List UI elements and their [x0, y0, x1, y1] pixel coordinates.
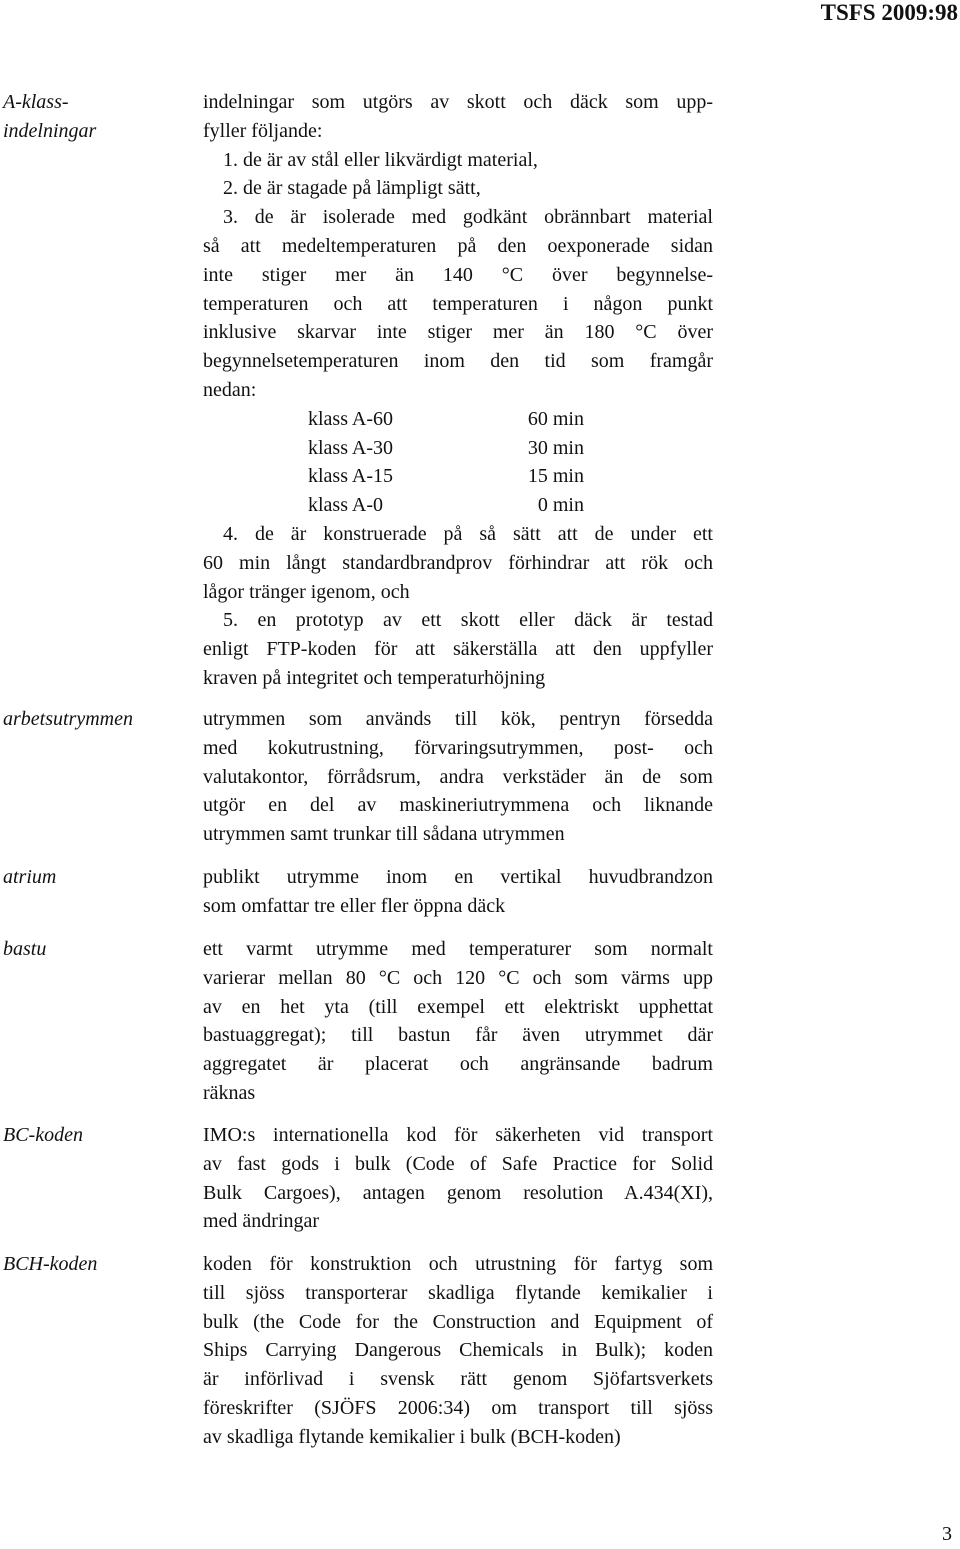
text-line: bastuaggregat); till bastun får även utrymmet där	[203, 1024, 713, 1047]
text-line: aggregatet är placerat och angränsande badrum	[203, 1053, 713, 1076]
text-line: indelningar som utgörs av skott och däck som upp-	[203, 91, 713, 113]
list-item-5-line: kraven på integritet och temperaturhöjning	[203, 666, 546, 689]
text-line: är införlivad i svensk rätt genom Sjöfartsverkets	[203, 1368, 713, 1391]
list-item-5-line: 5. en prototyp av ett skott eller däck är testad	[223, 609, 713, 632]
text-line: av skadliga flytande kemikalier i bulk (BCH-koden)	[203, 1425, 621, 1448]
class-time-table	[203, 405, 713, 520]
text-line: bulk (the Code for the Construction and Equipment of	[203, 1310, 713, 1333]
list-item-3-line: nedan:	[203, 378, 257, 401]
class-time: 30 min	[527, 436, 584, 459]
definition-a-klass-indelningar	[203, 88, 713, 693]
class-row	[308, 491, 713, 520]
term-arbetsutrymmen: arbetsutrymmen	[3, 708, 133, 730]
term-bch-koden: BCH-koden	[3, 1253, 98, 1275]
list-item-3-line: 3. de är isolerade med godkänt obrännbart material	[223, 206, 713, 229]
text-line: fyller följande:	[203, 119, 323, 142]
class-name: klass A-30	[308, 436, 393, 459]
text-line: utrymmen som används till kök, pentryn försedda	[203, 708, 713, 730]
list-item-3-line: inklusive skarvar inte stiger mer än 180 °C över	[203, 321, 713, 344]
class-row	[308, 462, 713, 491]
text-line: som omfattar tre eller fler öppna däck	[203, 894, 506, 917]
definition-atrium	[203, 863, 713, 921]
class-time: 60 min	[527, 407, 584, 430]
text-line: ett varmt utrymme med temperaturer som normalt	[203, 938, 713, 960]
class-row	[308, 434, 713, 463]
text-line: med ändringar	[203, 1210, 320, 1233]
list-item-5-line: enligt FTP-koden för att säkerställa att den uppfyller	[203, 638, 713, 661]
text-line: Bulk Cargoes), antagen genom resolution A.434(XI),	[203, 1181, 713, 1204]
list-item-4-line: lågor tränger igenom, och	[203, 580, 410, 603]
list-item-3-line: så att medeltemperaturen på den oexponerade sidan	[203, 234, 713, 257]
term-bastu: bastu	[3, 938, 47, 960]
list-item-4-line: 4. de är konstruerade på så sätt att de under ett	[223, 522, 713, 545]
page-number: 3	[942, 1523, 952, 1545]
list-item-3-line: begynnelsetemperaturen inom den tid som framgår	[203, 350, 713, 373]
text-line: koden för konstruktion och utrustning för fartyg som	[203, 1253, 713, 1275]
term-atrium: atrium	[3, 866, 57, 888]
term-line: indelningar	[3, 120, 97, 142]
text-line: räknas	[203, 1081, 256, 1104]
definition-bc-koden	[203, 1121, 713, 1236]
definition-bastu	[203, 935, 713, 1108]
term-a-klass-indelningar	[3, 88, 96, 146]
text-line: IMO:s internationella kod för säkerheten vid transport	[203, 1124, 713, 1146]
list-item-3-line: inte stiger mer än 140 °C över begynnelse-	[203, 263, 713, 286]
text-line: valutakontor, förrådsrum, andra verkstäder än de som	[203, 765, 713, 788]
definition-bch-koden	[203, 1250, 713, 1452]
text-line: av en het yta (till exempel ett elektriskt upphettat	[203, 995, 713, 1018]
class-name: klass A-0	[308, 494, 383, 517]
document-id-header: TSFS 2009:98	[820, 0, 958, 25]
list-item-2: 2. de är stagade på lämpligt sätt,	[223, 177, 481, 200]
term-line: A-klass-	[3, 91, 69, 113]
text-line: föreskrifter (SJÖFS 2006:34) om transport till sjöss	[203, 1396, 713, 1419]
class-name: klass A-15	[308, 465, 393, 488]
term-bc-koden: BC-koden	[3, 1124, 83, 1146]
text-line: utrymmen samt trunkar till sådana utrymmen	[203, 823, 565, 846]
definition-arbetsutrymmen	[203, 705, 713, 849]
text-line: med kokutrustning, förvaringsutrymmen, post- och	[203, 736, 713, 759]
list-item-1: 1. de är av stål eller likvärdigt material,	[223, 148, 538, 171]
text-line: utgör en del av maskineriutrymmena och liknande	[203, 794, 713, 817]
text-line: varierar mellan 80 °C och 120 °C och som värms upp	[203, 966, 713, 989]
text-line: publikt utrymme inom en vertikal huvudbrandzon	[203, 866, 713, 888]
list-item-3-line: temperaturen och att temperaturen i någon punkt	[203, 292, 713, 315]
text-line: Ships Carrying Dangerous Chemicals in Bulk); koden	[203, 1339, 713, 1362]
class-time: 15 min	[527, 465, 584, 488]
class-row	[308, 405, 713, 434]
class-time: 0 min	[537, 494, 584, 517]
text-line: till sjöss transporterar skadliga flytande kemikalier i	[203, 1281, 713, 1304]
text-line: av fast gods i bulk (Code of Safe Practice for Solid	[203, 1152, 713, 1175]
list-item-4-line: 60 min långt standardbrandprov förhindrar att rök och	[203, 551, 713, 574]
class-name: klass A-60	[308, 407, 393, 430]
